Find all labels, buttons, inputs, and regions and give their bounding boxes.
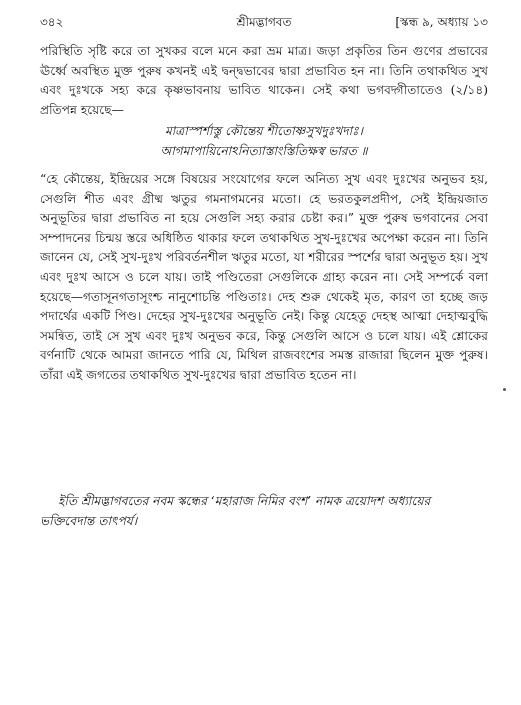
section-reference: [স্কন্ধ ৯, অধ্যায় ১৩ [395, 15, 488, 29]
verse-quote [40, 122, 488, 161]
paragraph-1: পরিস্থিতি সৃষ্টি করে তা সুখকর বলে মনে করা ভ্রম মাত্র। জড়া প্রকৃতির তিন গুণের প্রভাবের ঊর্ধ্বে অবস্থিত মুক্ত পুরুষ কখনই এই দ্বন্দ্বভাবের দ্বারা প্রভাবিত হন না। তিনি তথাকথিত সুখ এবং দুঃখকে সহ্য করে কৃষ্ণভাবনায় ভাবিত থাকেন। সেই কথা ভগবদ্গীতাতেও (২/১৪) প্রতিপন্ন হয়েছে— [40, 44, 488, 117]
scan-speck [503, 388, 506, 391]
book-title: শ্রীমদ্ভাগবত [236, 15, 292, 29]
running-header [40, 14, 488, 34]
paragraph-2: “হে কৌন্তেয়, ইন্দ্রিয়ের সঙ্গে বিষয়ের সংযোগের ফলে অনিত্য সুখ এবং দুঃখের অনুভব হয়, সেগুলি শীত এবং গ্রীষ্ম ঋতুর গমনাগমনের মতো। হে ভরতকুলপ্রদীপ, সেই ইন্দ্রিয়জাত অনুভূতির দ্বারা প্রভাবিত না হয়ে সেগুলি সহ্য করার চেষ্টা কর।” মুক্ত পুরুষ ভগবানের সেবা সম্পাদনের চিন্ময় স্তরে অধিষ্ঠিত থাকার ফলে তথাকথিত সুখ-দুঃখের অপেক্ষা করেন না। তিনি জানেন যে, সেই সুখ-দুঃখ পরিবর্তনশীল ঋতুর মতো, যা শরীরের স্পর্শের দ্বারা অনুভূত হয়। সুখ এবং দুঃখ আসে ও চলে যায়। তাই পণ্ডিতেরা সেগুলিকে গ্রাহ্য করেন না। সেই সম্পর্কে বলা হয়েছে—গতাসূনগতাসূংশ্চ নানুশোচন্তি পণ্ডিতাঃ। দেহ শুরু থেকেই মৃত, কারণ তা হচ্ছে জড় পদার্থের একটি পিণ্ড। দেহের সুখ-দুঃখের অনুভূতি নেই। কিন্তু যেহেতু দেহস্থ আত্মা দেহাত্মবুদ্ধি সমন্বিত, তাই সে সুখ এবং দুঃখ অনুভব করে, কিন্তু সেগুলি আসে ও চলে যায়। এই শ্লোকের বর্ণনাটি থেকে আমরা জানতে পারি যে, মিথিল রাজবংশের সমস্ত রাজারা ছিলেন মুক্ত পুরুষ। তাঁরা এই জগতের তথাকথিত সুখ-দুঃখের দ্বারা প্রভাবিত হতেন না। [40, 172, 488, 382]
chapter-closing-note: ইতি শ্রীমদ্ভাগবতের নবম স্কন্ধের ‘মহারাজ নিমির বংশ’ নামক ত্রয়োদশ অধ্যায়ের ভক্তিবেদান্ত তাৎপর্য। [40, 494, 431, 528]
verse-line-1: মাত্রাস্পর্শাস্তু কৌন্তেয় শীতোষ্ণসুখদুঃখদাঃ। [164, 124, 364, 138]
verse-line-2: আগমাপায়িনোঽনিত্যাস্তাংস্তিতিক্ষস্ব ভারত ॥ [160, 143, 368, 158]
page-number: ৩৪২ [40, 15, 64, 29]
